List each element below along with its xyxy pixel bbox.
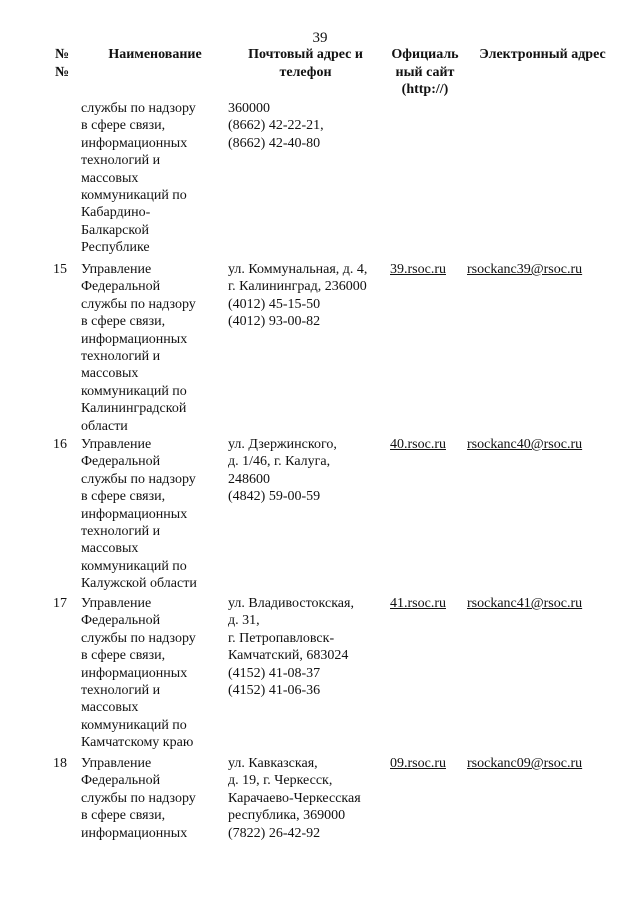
row-name: службы по надзору в сфере связи, информационных технологий и массовых коммуникаций по Кабардино- Балкарской Республике — [81, 101, 196, 256]
site-link[interactable]: 39.rsoc.ru — [390, 262, 446, 277]
row-address: ул. Кавказская, д. 19, г. Черкесск, Карачаево-Черкесская республика, 369000 (7822) 26-42-92 — [228, 756, 361, 841]
row-name: Управление Федеральной службы по надзору в сфере связи, информационных технологий и массовых коммуникаций по Камчатскому краю — [81, 596, 196, 751]
row-name: Управление Федеральной службы по надзору в сфере связи, информационных — [81, 756, 196, 841]
page-number: 39 — [312, 30, 328, 46]
row-number: 15 — [53, 262, 67, 277]
email-link[interactable]: rsockanc39@rsoc.ru — [467, 262, 583, 277]
row-name: Управление Федеральной службы по надзору в сфере связи, информационных технологий и массовых коммуникаций по Калининградской области — [81, 262, 196, 434]
row-number: 18 — [53, 756, 67, 771]
row-number: 16 — [53, 437, 67, 452]
header-email: Электронный адрес — [479, 47, 606, 62]
site-link[interactable]: 09.rsoc.ru — [390, 756, 446, 771]
email-link[interactable]: rsockanc41@rsoc.ru — [467, 596, 583, 611]
site-link[interactable]: 41.rsoc.ru — [390, 596, 446, 611]
site-link[interactable]: 40.rsoc.ru — [390, 437, 446, 452]
row-address: 360000 (8662) 42-22-21, (8662) 42-40-80 — [228, 101, 324, 151]
row-name: Управление Федеральной службы по надзору в сфере связи, информационных технологий и массовых коммуникаций по Калужской области — [81, 437, 197, 592]
header-name: Наименование — [108, 47, 202, 62]
email-link[interactable]: rsockanc40@rsoc.ru — [467, 437, 583, 452]
row-address: ул. Коммунальная, д. 4, г. Калининград, 236000 (4012) 45-15-50 (4012) 93-00-82 — [228, 262, 368, 330]
header-number: № № — [54, 47, 70, 80]
row-address: ул. Владивостокская, д. 31, г. Петропавловск- Камчатский, 683024 (4152) 41-08-37 (4152) 41-06-36 — [228, 596, 354, 699]
row-address: ул. Дзержинского, д. 1/46, г. Калуга, 248600 (4842) 59-00-59 — [228, 437, 337, 505]
email-link[interactable]: rsockanc09@rsoc.ru — [467, 756, 583, 771]
header-site: Официаль ный сайт (http://) — [391, 47, 459, 97]
header-address: Почтовый адрес и телефон — [248, 47, 363, 80]
row-number: 17 — [53, 596, 67, 611]
